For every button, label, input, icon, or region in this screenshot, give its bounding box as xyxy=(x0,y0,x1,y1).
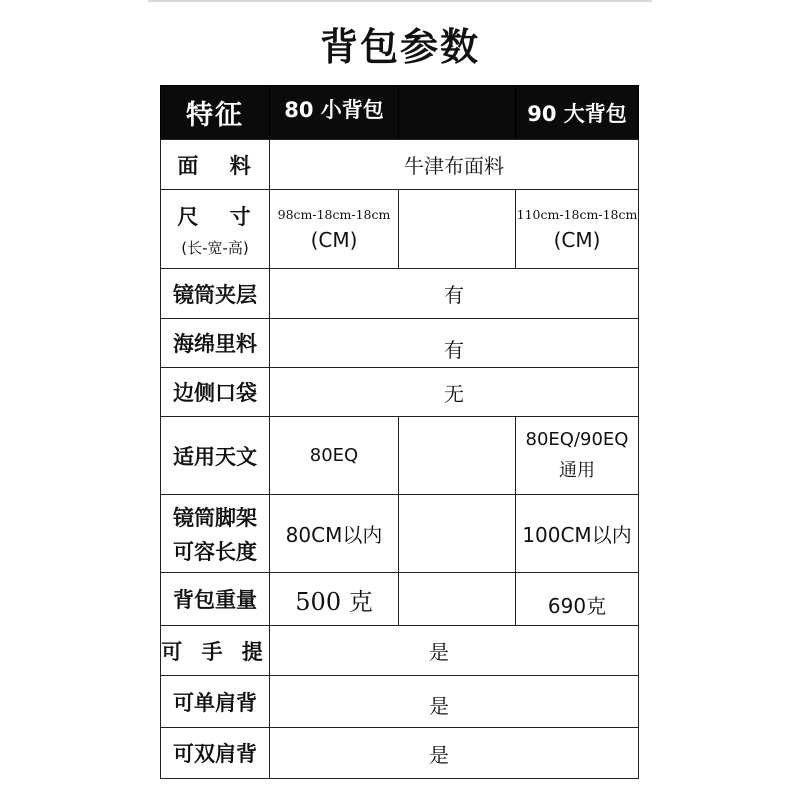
label-material: 面 料 xyxy=(160,139,270,190)
label-size xyxy=(160,189,270,269)
label-sponge-lining: 海绵里料 xyxy=(160,318,270,368)
header-small-bag: 80 小背包 xyxy=(269,85,399,140)
label-tripod-line1: 镜筒脚架 xyxy=(173,505,257,530)
value-size-small xyxy=(269,189,399,269)
header-feature: 特征 xyxy=(160,85,270,140)
value-weight-large: 690克 xyxy=(515,572,639,626)
label-size-main: 尺 寸 xyxy=(177,204,263,229)
value-side-pocket: 无 xyxy=(269,367,639,417)
value-tube-pocket: 有 xyxy=(269,268,639,319)
label-handheld: 可 手 提 xyxy=(160,625,270,676)
telescope-large-note: 通用 xyxy=(559,460,595,481)
value-double-shoulder: 是 xyxy=(269,727,639,779)
value-telescope-small: 80EQ xyxy=(269,416,399,495)
label-double-shoulder: 可双肩背 xyxy=(160,727,270,779)
label-size-sub: (长-宽-高) xyxy=(181,238,249,257)
label-tripod-line2: 可容长度 xyxy=(173,539,257,564)
value-telescope-middle xyxy=(398,416,516,495)
telescope-large-models: 80EQ/90EQ xyxy=(525,429,629,450)
value-tripod-middle xyxy=(398,494,516,573)
value-material: 牛津布面料 xyxy=(269,139,639,190)
header-middle xyxy=(398,85,516,140)
page-title: 背包参数 xyxy=(319,25,480,69)
label-weight: 背包重量 xyxy=(160,572,270,626)
value-handheld: 是 xyxy=(269,625,639,676)
value-weight-small: 500 克 xyxy=(269,572,399,626)
size-large-dims: 110cm-18cm-18cm xyxy=(516,206,638,222)
label-tripod-length xyxy=(160,494,270,573)
value-tripod-large: 100CM以内 xyxy=(515,494,639,573)
size-small-unit: (CM) xyxy=(310,227,358,252)
size-large-unit: (CM) xyxy=(553,227,601,252)
value-single-shoulder: 是 xyxy=(269,675,639,728)
value-size-large xyxy=(515,189,639,269)
label-tube-pocket: 镜筒夹层 xyxy=(160,268,270,319)
value-size-middle xyxy=(398,189,516,269)
header-large-bag: 90 大背包 xyxy=(515,85,639,140)
label-side-pocket: 边侧口袋 xyxy=(160,367,270,417)
value-sponge-lining: 有 xyxy=(269,318,639,368)
value-tripod-small: 80CM以内 xyxy=(269,494,399,573)
value-weight-middle xyxy=(398,572,516,626)
size-small-dims: 98cm-18cm-18cm xyxy=(277,206,391,222)
label-single-shoulder: 可单肩背 xyxy=(160,675,270,728)
value-telescope-large xyxy=(515,416,639,495)
label-telescope: 适用天文 xyxy=(160,416,270,495)
